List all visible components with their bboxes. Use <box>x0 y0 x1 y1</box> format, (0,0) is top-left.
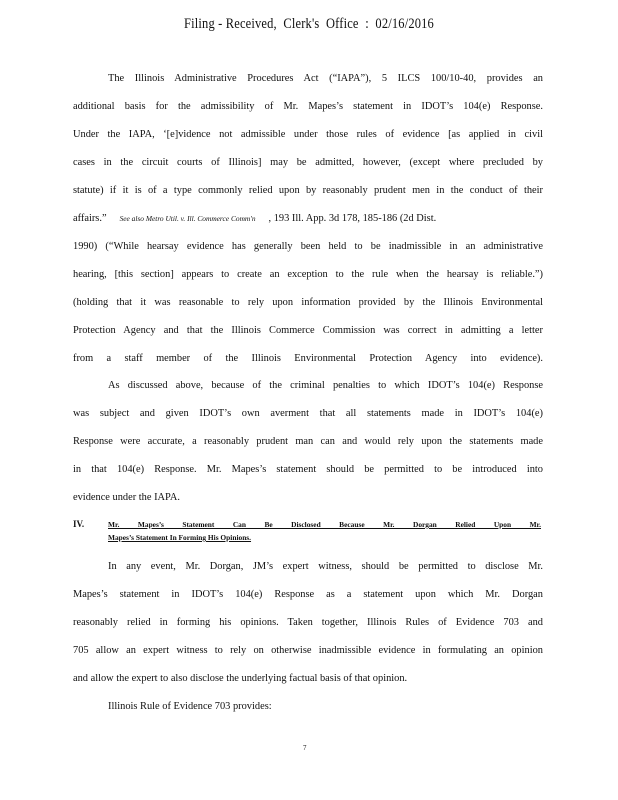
body-line: was subject and given IDOT’s own averment that all statements made in IDOT’s 104(e) <box>73 408 543 419</box>
body-line: Illinois Rule of Evidence 703 provides: <box>108 701 272 712</box>
body-line: Response were accurate, a reasonably prudent man can and would rely upon the statements made <box>73 436 543 447</box>
body-line: 705 allow an expert witness to rely on otherwise inadmissible evidence in formulating an opinion <box>73 645 543 656</box>
filing-header: Filing - Received, Clerk's Office : 02/16/2016 <box>184 16 434 32</box>
body-line-citation <box>73 212 543 226</box>
body-line: cases in the circuit courts of Illinois] may be admitted, however, (except where precluded by <box>73 157 543 168</box>
body-line: Protection Agency and that the Illinois Commerce Commission was correct in admitting a letter <box>73 325 543 336</box>
body-line: As discussed above, because of the criminal penalties to which IDOT’s 104(e) Response <box>108 380 543 391</box>
body-line: 1990) (“While hearsay evidence has generally been held to be inadmissible in an administrative <box>73 241 543 252</box>
section-title: Mr. Mapes’s Statement Can Be Disclosed Because Mr. Dorgan Relied Upon Mr. <box>108 520 541 529</box>
body-line: Under the IAPA, ‘[e]vidence not admissible under those rules of evidence [as applied in civil <box>73 129 543 140</box>
body-line: additional basis for the admissibility of Mr. Mapes’s statement in IDOT’s 104(e) Response. <box>73 101 543 112</box>
section-number: IV. <box>73 519 85 529</box>
body-line: in that 104(e) Response. Mr. Mapes’s statement should be permitted to be introduced into <box>73 464 543 475</box>
case-citation: See also Metro Util. v. Ill. Commerce Comm'n <box>119 214 256 223</box>
body-line: The Illinois Administrative Procedures Act (“IAPA”), 5 ILCS 100/10-40, provides an <box>108 73 543 84</box>
body-line: (holding that it was reasonable to rely upon information provided by the Illinois Environmental <box>73 297 543 308</box>
body-line: and allow the expert to also disclose the underlying factual basis of that opinion. <box>73 673 408 684</box>
page-number: 7 <box>303 744 307 752</box>
citation-prefix: affairs.” <box>73 213 107 224</box>
body-line: Mapes’s statement in IDOT’s 104(e) Response as a statement upon which Mr. Dorgan <box>73 589 543 600</box>
body-line: statute) if it is of a type commonly relied upon by reasonably prudent men in the conduct of their <box>73 185 543 196</box>
body-line: In any event, Mr. Dorgan, JM’s expert witness, should be permitted to disclose Mr. <box>108 561 543 572</box>
body-line: reasonably relied in forming his opinions. Taken together, Illinois Rules of Evidence 703 and <box>73 617 543 628</box>
body-line: evidence under the IAPA. <box>73 492 180 503</box>
body-line: from a staff member of the Illinois Environmental Protection Agency into evidence). <box>73 353 543 364</box>
section-title-continued: Mapes’s Statement In Forming His Opinions. <box>108 533 252 542</box>
citation-suffix: , 193 Ill. App. 3d 178, 185-186 (2d Dist. <box>268 213 437 224</box>
body-line: hearing, [this section] appears to create an exception to the rule when the hearsay is reliable.”) <box>73 269 543 280</box>
